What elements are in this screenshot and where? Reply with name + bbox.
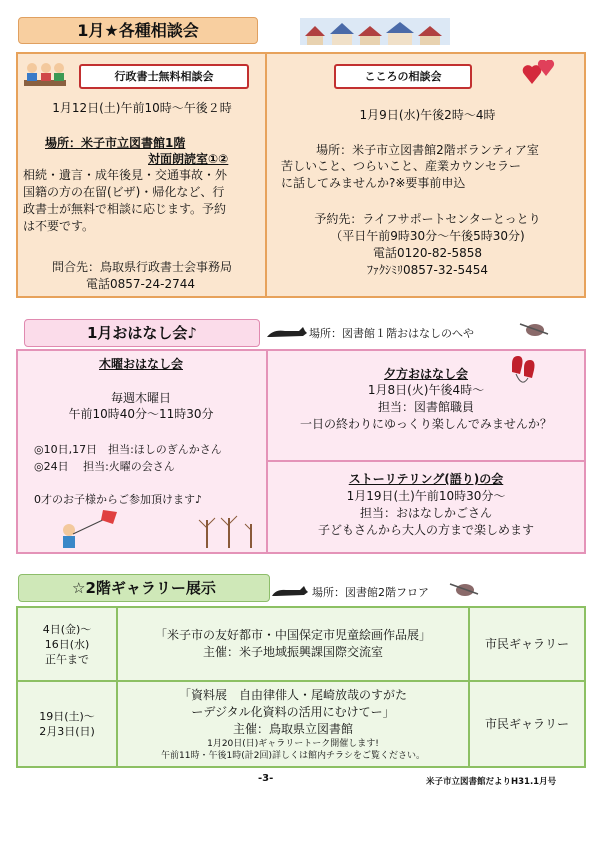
story-description: 子どもさんから大人の方まで楽しめます: [317, 523, 534, 537]
ohanashi-place: 場所：図書館１階おはなしのへや: [309, 327, 474, 340]
consult-divider: [265, 52, 267, 298]
cat-icon: [265, 325, 309, 339]
gallery-content-cell: 「米子市の友好都市・中国保定市児童絵画作品展」 主催：米子地域振興課国際交流室: [117, 607, 469, 681]
gyoseishoshi-date: 1月12日(土)午前10時〜午後２時: [52, 101, 232, 115]
story-date: 1月19日(土)午前10時30分〜: [346, 489, 506, 503]
thursday-invite: 0才のお子様からご参加頂けます♪: [34, 493, 203, 506]
page-number: -3-: [258, 773, 274, 784]
ohanashi-divider-h: [266, 460, 586, 462]
yarn-ball-icon: [518, 322, 552, 336]
story-title: ストーリテリング(語り)の会: [348, 472, 504, 486]
gallery-venue-cell: 市民ギャラリー: [469, 681, 585, 767]
gallery-date-cell: 4日(金)〜 16日(水) 正午まで: [17, 607, 117, 681]
child-kite-illustration: [55, 508, 125, 552]
gyoseishoshi-place-line1: 場所：米子市立図書館1階: [45, 136, 186, 150]
gyoseishoshi-contact: 問合先：鳥取県行政書士会事務局 電話0857-24-2744: [52, 260, 233, 291]
kokoro-description: 苦しいこと、つらいこと、産業カウンセラー に話してみませんか?※要事前申込: [281, 159, 522, 190]
gallery-section-title: ☆2階ギャラリー展示: [18, 574, 270, 602]
evening-date: 1月8日(火)午後4時〜: [367, 383, 485, 397]
gallery-date-cell: 19日(土)〜 2月3日(日): [17, 681, 117, 767]
gyoseishoshi-place-line2: 対面朗読室①②: [148, 152, 229, 166]
snowy-town-illustration: [300, 18, 450, 48]
thursday-line1: 毎週木曜日: [110, 391, 171, 405]
evening-staff: 担当：図書館職員: [377, 400, 474, 414]
thursday-schedule-1: ◎10日,17日 担当:ほしのぎんかさん: [34, 443, 222, 456]
thursday-schedule-2: ◎24日 担当:火曜の会さん: [34, 460, 175, 473]
consult-section-title: 1月★各種相談会: [18, 17, 258, 44]
table-row: [17, 607, 585, 681]
gallery-place: 場所：図書館2階フロア: [312, 586, 429, 599]
thursday-title: 木曜おはなし会: [98, 357, 183, 371]
evening-title: 夕方おはなし会: [383, 367, 468, 381]
newsletter-issue: 米子市立図書館だよりH31.1月号: [426, 777, 557, 787]
evening-description: 一日の終わりにゆっくり楽しんでみませんか？: [300, 417, 552, 431]
people-meeting-icon: [22, 60, 68, 92]
table-row: [17, 681, 585, 767]
snowy-trees-illustration: [195, 512, 265, 550]
yarn-ball-icon: [448, 582, 482, 596]
cat-icon: [270, 584, 310, 598]
gallery-table: [16, 606, 586, 768]
hearts-icon: [522, 60, 556, 86]
gallery-venue-cell: 市民ギャラリー: [469, 607, 585, 681]
gallery-note: 1月20日(日)ギャラリートーク開催します! 午前11時・午後1時(計2回)詳しくは館内チラシをご覧ください。: [161, 738, 425, 761]
gallery-content-cell: 「資料展 自由律俳人・尾崎放哉のすがた ーデジタル化資料の活用にむけてー」 主催：鳥取県立図書館 1月20日(日)ギャラリートーク開催します! 午前11時・午後1時(計2回)詳しくは館内チラシをご覧ください。: [117, 681, 469, 767]
kokoro-date: 1月9日(水)午後2時〜4時: [359, 108, 496, 122]
kokoro-booking: 予約先：ライフサポートセンターとっとり （平日午前9時30分〜午後5時30分) 電話0120-82-5858 ﾌｧｸｼﾐﾘ0857-32-5454: [314, 212, 541, 277]
gyoseishoshi-description: 相続・遺言・成年後見・交通事故・外 国籍の方の在留(ビザ)・帰化など、行 政書士が無料で相談に応じます。予約 は不要です。: [23, 168, 228, 233]
kokoro-place: 場所：米子市立図書館2階ボランティア室: [316, 143, 539, 157]
gyoseishoshi-badge: 行政書士無料相談会: [79, 64, 249, 89]
ohanashi-section-title: 1月おはなし会♪: [24, 319, 260, 347]
thursday-line2: 午前10時40分〜11時30分: [68, 407, 214, 421]
story-staff: 担当：おはなしかごさん: [359, 506, 492, 520]
kokoro-badge: こころの相談会: [334, 64, 472, 89]
